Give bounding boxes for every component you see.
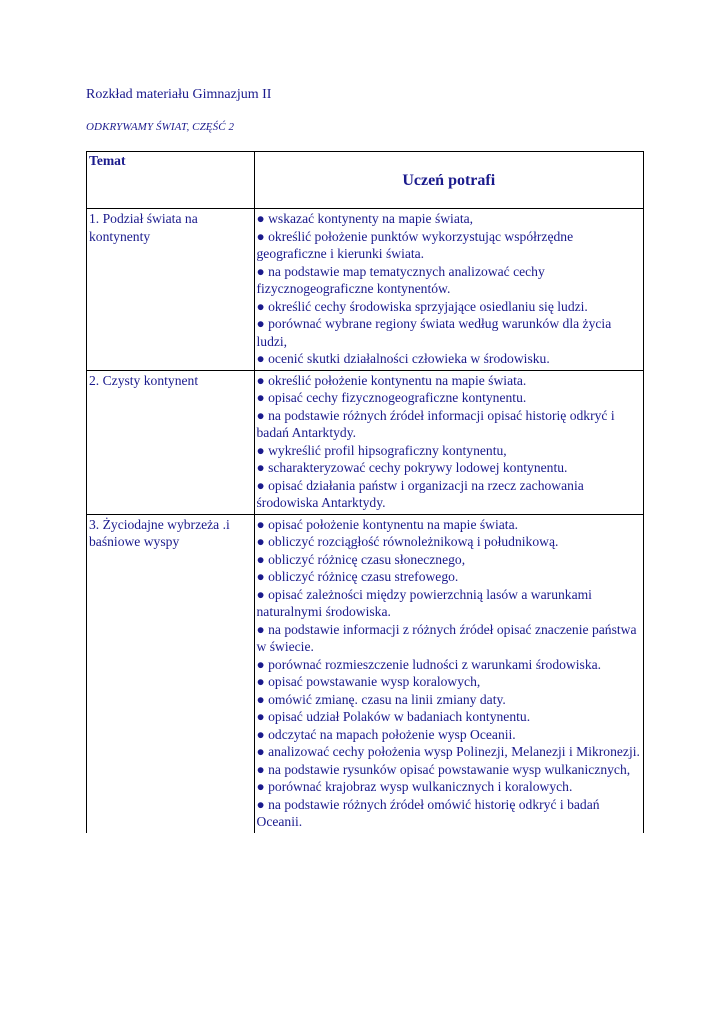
skill-item: ● obliczyć różnicę czasu słonecznego, — [256, 551, 466, 567]
skill-item: ● opisać udział Polaków w badaniach kontynentu. — [256, 709, 531, 724]
skill-item: ● określić położenie punktów wykorzystując współrzędne geograficzne i kierunki świata. — [256, 228, 574, 261]
skill-item: ● obliczyć rozciągłość równoleżnikową i południkową. — [256, 534, 559, 549]
skill-item: ● odczytać na mapach położenie wysp Oceanii. — [256, 726, 516, 742]
skill-item: ● scharakteryzować cechy pokrywy lodowej kontynentu. — [256, 460, 568, 475]
skill-item: ● opisać położenie kontynentu na mapie świata. — [256, 516, 519, 532]
topic-cell: 1. Podział świata na kontynenty — [87, 209, 255, 371]
topic-cell: 3. Życiodajne wybrzeża .i baśniowe wyspy — [87, 514, 255, 833]
skill-item: ● porównać krajobraz wysp wulkanicznych i koralowych. — [256, 779, 573, 794]
skill-item: ● porównać wybrane regiony świata według warunków dla życia ludzi, — [256, 316, 612, 349]
skill-item: ● na podstawie rysunków opisać powstawanie wysp wulkanicznych, — [256, 761, 631, 777]
skill-item: ● analizować cechy położenia wysp Polinezji, Melanezji i Mikronezji. — [256, 744, 640, 759]
topic-cell: 2. Czysty kontynent — [87, 370, 255, 514]
document-subtitle: ODKRYWAMY ŚWIAT, CZĘŚĆ 2 — [86, 121, 235, 133]
skill-item: ● określić cechy środowiska sprzyjające osiedlaniu się ludzi. — [256, 298, 588, 314]
skill-item: ● porównać rozmieszczenie ludności z warunkami środowiska. — [256, 656, 602, 672]
skill-item: ● opisać powstawanie wysp koralowych, — [256, 674, 481, 689]
skill-item: ● na podstawie map tematycznych analizować cechy fizycznogeograficzne kontynentów. — [256, 263, 545, 296]
skill-item: ● na podstawie różnych źródeł informacji opisać historię odkryć i badań Antarktydy. — [256, 407, 615, 440]
table-row — [87, 370, 644, 514]
skill-item: ● opisać cechy fizycznogeograficzne kontynentu. — [256, 390, 527, 405]
skill-item: ● ocenić skutki działalności człowieka w środowisku. — [256, 351, 550, 366]
skills-cell — [254, 514, 644, 833]
skill-item: ● na podstawie informacji z różnych źródeł opisać znaczenie państwa w świecie. — [256, 621, 637, 654]
curriculum-table — [86, 151, 644, 833]
skill-item: ● obliczyć różnicę czasu strefowego. — [256, 569, 459, 584]
skills-cell — [254, 209, 644, 371]
table-header-row — [87, 152, 644, 209]
document-title: Rozkład materiału Gimnazjum II — [86, 87, 272, 102]
header-topic: Temat — [87, 152, 255, 209]
skill-item: ● wykreślić profil hipsograficzny kontynentu, — [256, 442, 507, 458]
skill-item: ● opisać działania państw i organizacji na rzecz zachowania środowiska Antarktydy. — [256, 477, 584, 510]
skill-item: ● opisać zależności między powierzchnią lasów a warunkami naturalnymi środowiska. — [256, 586, 592, 619]
skill-item: ● na podstawie różnych źródeł omówić historię odkryć i badań Oceanii. — [256, 796, 600, 829]
skill-item: ● określić położenie kontynentu na mapie świata. — [256, 372, 527, 388]
header-skills-label: Uczeń potrafi — [402, 172, 496, 190]
table-row — [87, 209, 644, 371]
table-row — [87, 514, 644, 833]
skill-item: ● wskazać kontynenty na mapie świata, — [256, 211, 474, 226]
skill-item: ● omówić zmianę. czasu na linii zmiany daty. — [256, 691, 506, 707]
header-skills — [254, 152, 644, 209]
skills-cell — [254, 370, 644, 514]
